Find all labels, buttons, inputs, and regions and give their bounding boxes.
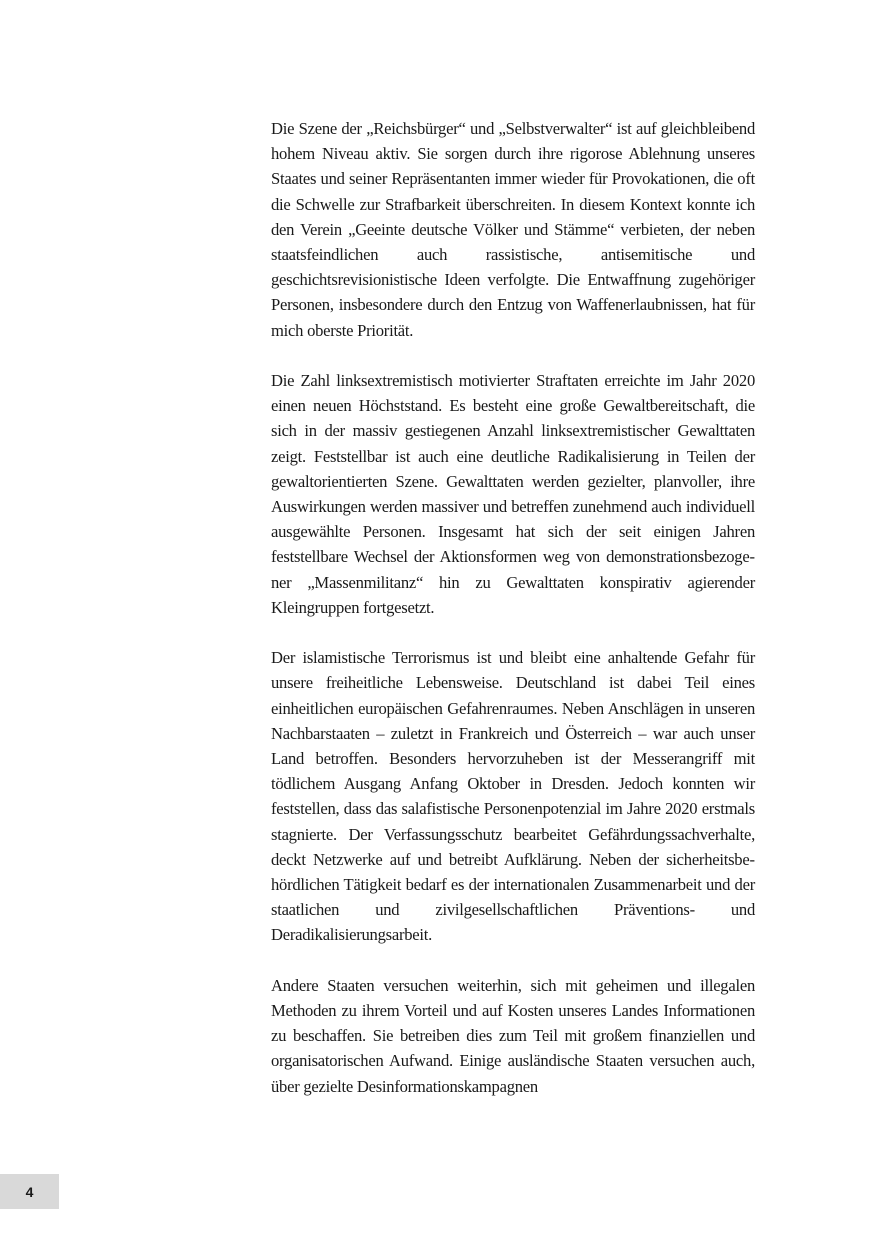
paragraph-islamismus: Der islamistische Terrorismus ist und bleibt eine anhaltende Gefahr für unsere freiheitliche Lebensweise. Deutschland ist dabei Teil eines einheitlichen europäischen Gefahrenraumes. Neben Anschlägen in unseren Nachbarstaaten – zuletzt in Frankreich und Österreich – war auch unser Land betroffen. Besonders hervorzuheben ist der Messerangriff mit tödlichem Ausgang Anfang Oktober in Dresden. Jedoch konnten wir feststellen, dass das salafistische Personenpotenzial im Jahre 2020 erstmals stagnierte. Der Verfassungsschutz bearbeitet Gefährdungssachverhalte, deckt Netzwerke auf und betreibt Aufklärung. Neben der sicherheitsbehördlichen Tätigkeit bedarf es der internationalen Zusammenarbeit und der staatlichen und zivilgesellschaftlichen Präventions- und Deradikalisierungsarbeit. — [271, 648, 755, 945]
paragraph-linksextremismus: Die Zahl linksextremistisch motivierter Straftaten erreichte im Jahr 2020 einen neuen Höchststand. Es besteht eine große Gewaltbereitschaft, die sich in der massiv gestiegenen Anzahl linksextremistischer Gewalttaten zeigt. Feststellbar ist auch eine deutliche Radikalisierung in Teilen der gewaltorientierten Szene. Gewalttaten werden gezielter, planvoller, ihre Auswirkungen werden massiver und betreffen zunehmend auch individuell ausgewählte Personen. Insgesamt hat sich der seit einigen Jahren feststellbare Wechsel der Aktionsformen weg von demonstrationsbezogener „Massenmilitanz“ hin zu Gewalttaten konspirativ agierender Kleingruppen fortgesetzt. — [271, 371, 755, 617]
page-number-tab — [0, 1174, 59, 1209]
paragraph-reichsbuerger: Die Szene der „Reichsbürger“ und „Selbstverwalter“ ist auf gleichbleibend hohem Niveau aktiv. Sie sorgen durch ihre rigorose Ablehnung unseres Staates und seiner Repräsentanten immer wieder für Provokationen, die oft die Schwelle zur Strafbarkeit überschreiten. In diesem Kontext konnte ich den Verein „Geeinte deutsche Völker und Stämme“ verbieten, der neben staatsfeindlichen auch rassistische, antisemitische und geschichtsrevisionistische Ideen verfolgte. Die Entwaffnung zugehöriger Personen, insbesondere durch den Entzug von Waffenerlaubnissen, hat für mich oberste Priorität. — [271, 119, 755, 340]
document-body — [271, 116, 755, 1099]
page-number: 4 — [25, 1183, 34, 1200]
paragraph-spionage: Andere Staaten versuchen weiterhin, sich mit geheimen und illegalen Methoden zu ihrem Vorteil und auf Kosten unseres Landes Informationen zu beschaffen. Sie betreiben dies zum Teil mit großem finanziellen und organisatorischen Aufwand. Einige ausländische Staaten versuchen auch, über gezielte Desinformationskampagnen — [271, 975, 755, 1096]
